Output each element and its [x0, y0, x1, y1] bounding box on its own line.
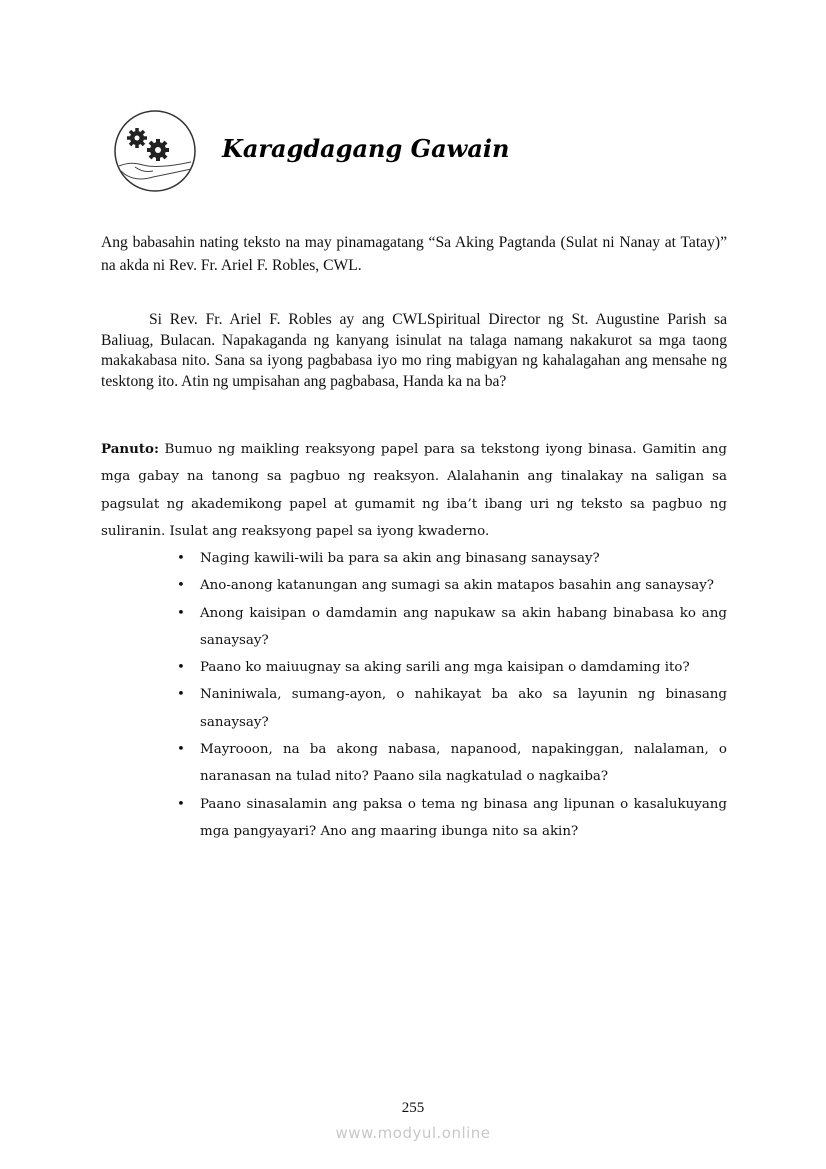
- instructions-text: Bumuo ng maikling reaksyong papel para sa tekstong iyong binasa. Gamitin ang mga gabay na tanong sa pagbuo ng reaksyon. Alalahanin ang tinalakay na saligan sa pagsulat ng akademikong papel at gumamit ng iba’t ibang uri ng teksto sa pagbuo ng suliranin. Isulat ang reaksyong papel sa iyong kwaderno.: [101, 442, 727, 539]
- question-text: Mayrooon, na ba akong nabasa, napanood, napakinggan, nalalaman, o naranasan na tulad nito? Paano sila nagkatulad o nagkaiba?: [200, 742, 727, 785]
- bullet-icon: •: [177, 660, 185, 676]
- question-text: Naniniwala, sumang-ayon, o nahikayat ba ako sa layunin ng binasang sanaysay?: [200, 687, 727, 730]
- gears-in-hand-icon: [113, 109, 197, 193]
- intro-text: Ang babasahin nating teksto na may pinamagatang “Sa Aking Pagtanda (Sulat ni Nanay at Tatay)” na akda ni Rev. Fr. Ariel F. Robles, CWL.: [101, 234, 727, 274]
- bullet-icon: •: [177, 796, 185, 812]
- question-text: Ano-anong katanungan ang sumagi sa akin matapos basahin ang sanaysay?: [200, 578, 714, 594]
- list-item: [177, 545, 727, 572]
- bullet-icon: •: [177, 742, 185, 758]
- list-item: [177, 736, 727, 791]
- list-item: [177, 654, 727, 681]
- bullet-icon: •: [177, 578, 185, 594]
- bullet-icon: •: [177, 687, 185, 703]
- list-item: [177, 681, 727, 736]
- question-text: Anong kaisipan o damdamin ang napukaw sa akin habang binabasa ko ang sanaysay?: [200, 605, 727, 648]
- question-text: Naging kawili-wili ba para sa akin ang binasang sanaysay?: [200, 551, 600, 566]
- question-text: Paano ko maiuugnay sa aking sarili ang mga kaisipan o damdaming ito?: [200, 660, 690, 676]
- list-item: [177, 600, 727, 655]
- page-title: Karagdagang Gawain: [222, 134, 510, 163]
- bullet-icon: •: [177, 605, 185, 621]
- bullet-icon: •: [177, 551, 185, 566]
- page-number: 255: [401, 1100, 425, 1116]
- instructions-label: Panuto:: [101, 441, 159, 457]
- watermark: www.modyul.online: [335, 1124, 491, 1142]
- guide-questions-list: [177, 545, 727, 845]
- list-item: [177, 572, 727, 599]
- question-text: Paano sinasalamin ang paksa o tema ng binasa ang lipunan o kasalukuyang mga pangyayari? Ano ang maaring ibunga nito sa akin?: [200, 796, 727, 839]
- author-paragraph: Si Rev. Fr. Ariel F. Robles ay ang CWLSpiritual Director ng St. Augustine Parish sa Baliuag, Bulacan. Napakaganda ng kanyang isinulat na talaga namang nakakurot sa mga taong makakabasa nito. Sana sa iyong pagbabasa iyo mo ring mabigyan ng kahalagahan ang mensahe ng tesktong ito. Atin ng umpisahan ang pagbabasa, Handa ka na ba?: [101, 311, 727, 390]
- instructions: [101, 436, 727, 545]
- list-item: [177, 791, 727, 846]
